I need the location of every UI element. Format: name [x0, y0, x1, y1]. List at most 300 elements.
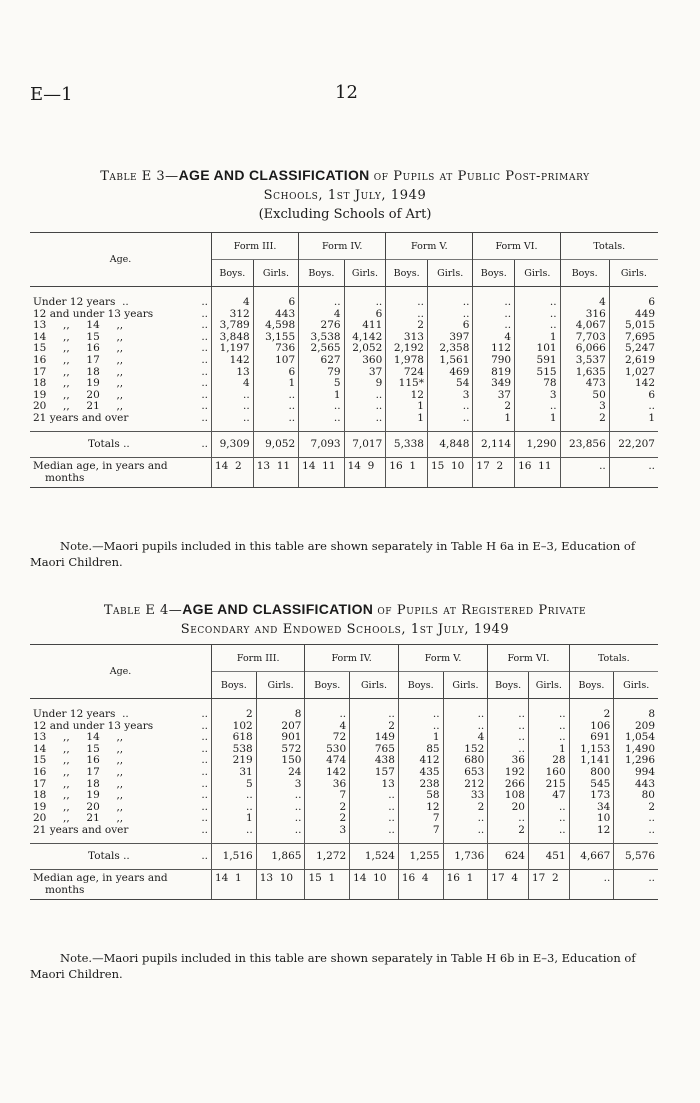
value-cell: ..: [256, 825, 305, 843]
totals-cell: 5,338: [386, 431, 428, 458]
value-cell: 1,490: [614, 744, 658, 756]
value-cell: ..: [515, 320, 560, 332]
table-row: [30, 320, 658, 332]
value-cell: ..: [443, 699, 488, 721]
value-cell: 150: [256, 755, 305, 767]
totals-label-cell: [30, 431, 212, 458]
totals-cell: 1,290: [515, 431, 560, 458]
boys-header: Boys.: [569, 672, 614, 699]
value-cell: 3: [427, 390, 472, 402]
value-cell: 1,561: [427, 355, 472, 367]
value-cell: 1,054: [614, 732, 658, 744]
value-cell: 238: [398, 779, 443, 791]
totals-row: [30, 431, 658, 458]
value-cell: 7: [398, 813, 443, 825]
value-cell: 1: [528, 744, 569, 756]
value-cell: 160: [528, 767, 569, 779]
value-cell: 3,848: [212, 332, 254, 344]
leader-dots: ..: [201, 330, 208, 343]
value-cell: ..: [212, 413, 254, 431]
value-cell: 12: [398, 802, 443, 814]
value-cell: 2: [488, 825, 529, 843]
value-cell: ..: [350, 699, 399, 721]
table-row: [30, 413, 658, 431]
leader-dots: ..: [201, 812, 208, 825]
leader-dots: ..: [201, 719, 208, 732]
age-label: 13 ,, 14 ,,: [33, 319, 124, 332]
age-label: 18 ,, 19 ,,: [33, 789, 124, 802]
table3-subtitle: (Excluding Schools of Art): [258, 207, 432, 222]
leader-dots: ..: [201, 319, 208, 332]
value-cell: 435: [398, 767, 443, 779]
value-cell: 115*: [386, 378, 428, 390]
table3-note: Note.—Maori pupils included in this table are shown separately in Table H 6a in E–3, Education of Maori Children.: [30, 539, 636, 569]
boys-header: Boys.: [212, 260, 254, 287]
value-cell: ..: [212, 825, 257, 843]
value-cell: 443: [614, 779, 658, 791]
value-cell: ..: [212, 401, 254, 413]
median-label-cell: [30, 870, 212, 900]
median-row: [30, 458, 658, 488]
value-cell: 3: [305, 825, 350, 843]
value-cell: ..: [256, 802, 305, 814]
value-cell: 31: [212, 767, 257, 779]
value-cell: 474: [305, 755, 350, 767]
value-cell: 1: [609, 413, 658, 431]
value-cell: 2,358: [427, 343, 472, 355]
age-label: 16 ,, 17 ,,: [33, 353, 124, 366]
value-cell: 790: [473, 355, 515, 367]
value-cell: ..: [256, 813, 305, 825]
value-cell: ..: [528, 699, 569, 721]
value-cell: ..: [256, 790, 305, 802]
value-cell: ..: [515, 287, 560, 309]
leader-dots: ..: [201, 708, 208, 720]
value-cell: 5,247: [609, 343, 658, 355]
value-cell: 515: [515, 367, 560, 379]
totals-cell: 7,093: [299, 431, 344, 458]
totals-cell: 1,865: [256, 843, 305, 870]
header-section-code: E—1: [30, 84, 73, 105]
age-cell: [30, 825, 212, 843]
value-cell: 530: [305, 744, 350, 756]
value-cell: 173: [569, 790, 614, 802]
boys-header: Boys.: [299, 260, 344, 287]
table-row: [30, 767, 658, 779]
value-cell: 680: [443, 755, 488, 767]
value-cell: 473: [560, 378, 609, 390]
value-cell: 5: [299, 378, 344, 390]
value-cell: ..: [443, 721, 488, 733]
table3: [30, 232, 658, 488]
value-cell: 209: [614, 721, 658, 733]
totals-row: [30, 843, 658, 870]
age-label: 15 ,, 16 ,,: [33, 754, 124, 767]
totals-cell: 1,736: [443, 843, 488, 870]
table4-title-rest1: of Pupils at Registered Private: [377, 603, 587, 618]
value-cell: ..: [398, 699, 443, 721]
table-row: [30, 367, 658, 379]
table-row: [30, 390, 658, 402]
value-cell: 6,066: [560, 343, 609, 355]
value-cell: 4: [473, 332, 515, 344]
value-cell: 47: [528, 790, 569, 802]
value-cell: 102: [212, 721, 257, 733]
value-cell: 2,619: [609, 355, 658, 367]
value-cell: ..: [427, 287, 472, 309]
value-cell: 10: [569, 813, 614, 825]
value-cell: 2: [350, 721, 399, 733]
median-cell: 14 11: [299, 458, 344, 488]
form-header: Form V.: [386, 233, 473, 260]
value-cell: 1,197: [212, 343, 254, 355]
value-cell: 85: [398, 744, 443, 756]
value-cell: 1: [253, 378, 298, 390]
age-label: 15 ,, 16 ,,: [33, 342, 124, 355]
value-cell: 1: [515, 332, 560, 344]
value-cell: 591: [515, 355, 560, 367]
value-cell: ..: [488, 813, 529, 825]
value-cell: 2,565: [299, 343, 344, 355]
value-cell: 2,052: [344, 343, 386, 355]
value-cell: ..: [473, 320, 515, 332]
table-row: [30, 790, 658, 802]
age-cell: [30, 699, 212, 721]
totals-cell: 9,309: [212, 431, 254, 458]
totals-cell: 624: [488, 843, 529, 870]
age-label: 13 ,, 14 ,,: [33, 731, 124, 744]
girls-header: Girls.: [427, 260, 472, 287]
value-cell: 2: [305, 802, 350, 814]
value-cell: 4: [212, 287, 254, 309]
value-cell: ..: [528, 802, 569, 814]
table-row: [30, 378, 658, 390]
value-cell: ..: [488, 699, 529, 721]
value-cell: ..: [473, 309, 515, 321]
age-label: 20 ,, 21 ,,: [33, 400, 124, 413]
age-label: Under 12 years ..: [33, 296, 129, 308]
form-header: Form VI.: [488, 645, 569, 672]
leader-dots: ..: [201, 411, 208, 424]
value-cell: ..: [253, 390, 298, 402]
leader-dots: ..: [201, 742, 208, 755]
value-cell: 107: [253, 355, 298, 367]
form-header: Form III.: [212, 645, 305, 672]
value-cell: 28: [528, 755, 569, 767]
value-cell: 6: [253, 287, 298, 309]
value-cell: ..: [344, 401, 386, 413]
median-label-cont: months: [45, 883, 85, 896]
value-cell: 78: [515, 378, 560, 390]
value-cell: ..: [528, 732, 569, 744]
value-cell: 800: [569, 767, 614, 779]
totals-cell: 1,516: [212, 843, 257, 870]
age-label: 17 ,, 18 ,,: [33, 365, 124, 378]
form-header: Form V.: [398, 645, 487, 672]
page-number: 12: [335, 82, 358, 103]
value-cell: ..: [305, 699, 350, 721]
value-cell: 6: [253, 367, 298, 379]
value-cell: 1: [299, 390, 344, 402]
table-row: [30, 343, 658, 355]
value-cell: 36: [305, 779, 350, 791]
value-cell: ..: [212, 802, 257, 814]
form-header: Form III.: [212, 233, 299, 260]
value-cell: 438: [350, 755, 399, 767]
table3-title-rest1: of Pupils at Public Post-primary: [373, 169, 590, 184]
value-cell: 24: [256, 767, 305, 779]
totals-cell: 1,272: [305, 843, 350, 870]
boys-header: Boys.: [386, 260, 428, 287]
value-cell: 765: [350, 744, 399, 756]
girls-header: Girls.: [609, 260, 658, 287]
girls-header: Girls.: [256, 672, 305, 699]
age-label: 18 ,, 19 ,,: [33, 377, 124, 390]
value-cell: 3,538: [299, 332, 344, 344]
value-cell: 112: [473, 343, 515, 355]
value-cell: ..: [350, 825, 399, 843]
median-cell: 17 4: [488, 870, 529, 900]
leader-dots: ..: [201, 400, 208, 413]
value-cell: 994: [614, 767, 658, 779]
value-cell: ..: [473, 287, 515, 309]
value-cell: ..: [488, 721, 529, 733]
leader-dots: ..: [201, 353, 208, 366]
totals-cell: 1,524: [350, 843, 399, 870]
value-cell: 1,027: [609, 367, 658, 379]
totals-cell: 23,856: [560, 431, 609, 458]
form-header: Form IV.: [305, 645, 398, 672]
value-cell: 266: [488, 779, 529, 791]
value-cell: ..: [427, 413, 472, 431]
value-cell: 1: [386, 401, 428, 413]
value-cell: 4: [305, 721, 350, 733]
value-cell: ..: [350, 790, 399, 802]
value-cell: 1: [386, 413, 428, 431]
value-cell: 724: [386, 367, 428, 379]
table-row: [30, 309, 658, 321]
median-label: Median age, in years and: [33, 872, 168, 885]
value-cell: ..: [443, 813, 488, 825]
value-cell: ..: [350, 813, 399, 825]
value-cell: 72: [305, 732, 350, 744]
age-label: 16 ,, 17 ,,: [33, 765, 124, 778]
girls-header: Girls.: [350, 672, 399, 699]
value-cell: 33: [443, 790, 488, 802]
value-cell: 3,537: [560, 355, 609, 367]
value-cell: 192: [488, 767, 529, 779]
age-label: 20 ,, 21 ,,: [33, 812, 124, 825]
age-label: 21 years and over: [33, 823, 129, 836]
leader-dots: ..: [201, 800, 208, 813]
value-cell: ..: [212, 790, 257, 802]
value-cell: 142: [212, 355, 254, 367]
value-cell: 397: [427, 332, 472, 344]
value-cell: 349: [473, 378, 515, 390]
value-cell: ..: [344, 390, 386, 402]
leader-dots: ..: [201, 777, 208, 790]
value-cell: ..: [515, 309, 560, 321]
totals-cell: 22,207: [609, 431, 658, 458]
value-cell: 34: [569, 802, 614, 814]
median-label-cell: [30, 458, 212, 488]
value-cell: 20: [488, 802, 529, 814]
value-cell: 5: [212, 779, 257, 791]
value-cell: 469: [427, 367, 472, 379]
value-cell: 276: [299, 320, 344, 332]
value-cell: 7: [398, 825, 443, 843]
value-cell: ..: [212, 390, 254, 402]
value-cell: 4: [443, 732, 488, 744]
totals-cell: 7,017: [344, 431, 386, 458]
value-cell: 50: [560, 390, 609, 402]
value-cell: 449: [609, 309, 658, 321]
totals-cell: 1,255: [398, 843, 443, 870]
median-cell: 15 10: [427, 458, 472, 488]
age-cell: [30, 287, 212, 309]
totals-label-cell: [30, 843, 212, 870]
value-cell: ..: [528, 721, 569, 733]
value-cell: 653: [443, 767, 488, 779]
value-cell: 101: [515, 343, 560, 355]
age-label: Under 12 years ..: [33, 708, 129, 720]
median-cell: 14 1: [212, 870, 257, 900]
value-cell: 1,153: [569, 744, 614, 756]
leader-dots: ..: [201, 296, 208, 308]
girls-header: Girls.: [253, 260, 298, 287]
leader-dots: ..: [201, 437, 208, 450]
value-cell: 443: [253, 309, 298, 321]
totals-cell: 2,114: [473, 431, 515, 458]
value-cell: 3,155: [253, 332, 298, 344]
totals-cell: 5,576: [614, 843, 658, 870]
median-label: Median age, in years and: [33, 460, 168, 473]
value-cell: ..: [386, 309, 428, 321]
value-cell: ..: [299, 401, 344, 413]
value-cell: 412: [398, 755, 443, 767]
value-cell: 316: [560, 309, 609, 321]
median-cell: ..: [614, 870, 658, 900]
boys-header: Boys.: [398, 672, 443, 699]
value-cell: ..: [427, 401, 472, 413]
value-cell: 3: [515, 390, 560, 402]
value-cell: 3: [256, 779, 305, 791]
median-cell: 14 2: [212, 458, 254, 488]
value-cell: ..: [253, 401, 298, 413]
median-cell: ..: [609, 458, 658, 488]
age-label: 19 ,, 20 ,,: [33, 800, 124, 813]
median-cell: ..: [560, 458, 609, 488]
girls-header: Girls.: [614, 672, 658, 699]
value-cell: 157: [350, 767, 399, 779]
value-cell: 79: [299, 367, 344, 379]
table3-title-bold: AGE AND CLASSIFICATION: [178, 167, 370, 183]
value-cell: 4: [560, 287, 609, 309]
value-cell: 2: [473, 401, 515, 413]
value-cell: ..: [488, 732, 529, 744]
age-label: 21 years and over: [33, 411, 129, 424]
median-cell: ..: [569, 870, 614, 900]
value-cell: ..: [528, 813, 569, 825]
value-cell: 627: [299, 355, 344, 367]
median-cell: 17 2: [473, 458, 515, 488]
median-cell: 13 10: [256, 870, 305, 900]
form-header: Form IV.: [299, 233, 386, 260]
table4-title-bold: AGE AND CLASSIFICATION: [182, 601, 374, 617]
value-cell: 7,695: [609, 332, 658, 344]
value-cell: 152: [443, 744, 488, 756]
value-cell: 2: [443, 802, 488, 814]
totals-cell: 4,848: [427, 431, 472, 458]
age-header: Age.: [30, 233, 212, 287]
value-cell: 538: [212, 744, 257, 756]
value-cell: 360: [344, 355, 386, 367]
age-label: 12 and under 13 years: [33, 307, 154, 320]
value-cell: 2: [212, 699, 257, 721]
value-cell: 1: [473, 413, 515, 431]
median-cell: 17 2: [528, 870, 569, 900]
table3-title-label: Table E 3—: [100, 169, 179, 184]
value-cell: 691: [569, 732, 614, 744]
totals-cell: 4,667: [569, 843, 614, 870]
median-label-cont: months: [45, 471, 85, 484]
value-cell: 212: [443, 779, 488, 791]
table4-note: Note.—Maori pupils included in this table are shown separately in Table H 6b in E–3, Education of Maori Children.: [30, 951, 636, 981]
value-cell: 4,067: [560, 320, 609, 332]
table4-title: [30, 600, 660, 639]
leader-dots: ..: [201, 365, 208, 378]
boys-header: Boys.: [473, 260, 515, 287]
leader-dots: ..: [201, 765, 208, 778]
value-cell: 142: [305, 767, 350, 779]
table4-title-rest2: Secondary and Endowed Schools, 1st July, 1949: [180, 622, 510, 637]
boys-header: Boys.: [305, 672, 350, 699]
value-cell: 1: [515, 413, 560, 431]
value-cell: 312: [212, 309, 254, 321]
form-header: Form VI.: [473, 233, 560, 260]
value-cell: 6: [344, 309, 386, 321]
boys-header: Boys.: [212, 672, 257, 699]
value-cell: 3,789: [212, 320, 254, 332]
median-row: [30, 870, 658, 900]
table-row: [30, 355, 658, 367]
table3-title: [30, 166, 660, 224]
value-cell: 2: [614, 802, 658, 814]
leader-dots: ..: [201, 342, 208, 355]
value-cell: 618: [212, 732, 257, 744]
form-header: Totals.: [560, 233, 658, 260]
value-cell: 12: [569, 825, 614, 843]
value-cell: 80: [614, 790, 658, 802]
age-label: 12 and under 13 years: [33, 719, 154, 732]
totals-label: Totals ..: [88, 849, 130, 862]
age-label: 14 ,, 15 ,,: [33, 742, 124, 755]
median-cell: 14 9: [344, 458, 386, 488]
value-cell: ..: [515, 401, 560, 413]
boys-header: Boys.: [560, 260, 609, 287]
value-cell: 7,703: [560, 332, 609, 344]
value-cell: 1: [212, 813, 257, 825]
value-cell: ..: [299, 413, 344, 431]
value-cell: ..: [609, 401, 658, 413]
value-cell: 108: [488, 790, 529, 802]
girls-header: Girls.: [528, 672, 569, 699]
value-cell: 2: [386, 320, 428, 332]
median-cell: 16 11: [515, 458, 560, 488]
leader-dots: ..: [201, 388, 208, 401]
age-cell: [30, 413, 212, 431]
median-cell: 16 1: [386, 458, 428, 488]
